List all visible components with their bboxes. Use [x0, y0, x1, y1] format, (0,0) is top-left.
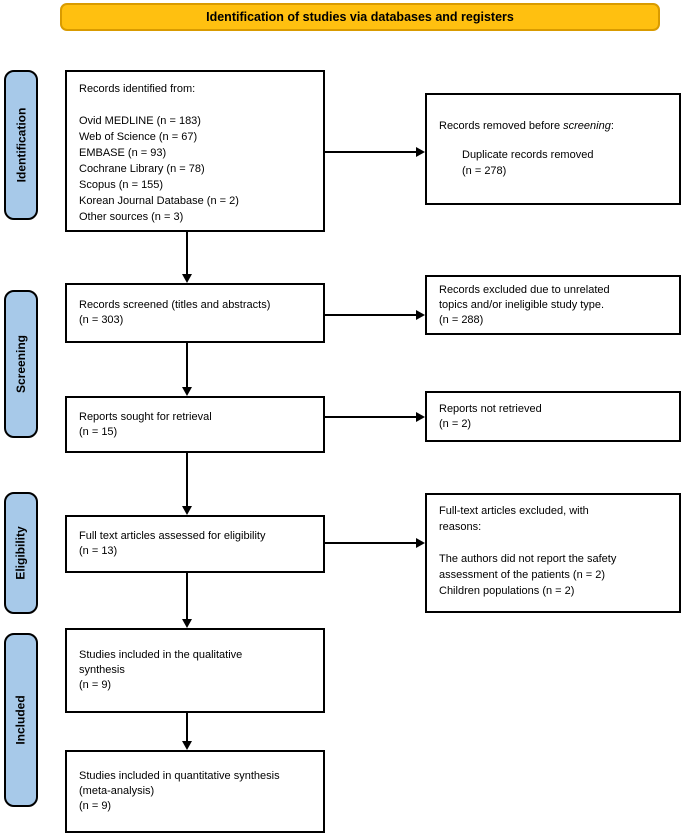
arrow-assessed-to-excluded [325, 542, 417, 544]
box-quantitative-included [65, 750, 325, 833]
box-reports-not-retrieved [425, 391, 681, 442]
text-line: The authors did not report the safety [439, 553, 617, 565]
text-line: Reports sought for retrieval [79, 410, 212, 423]
text-line: (n = 2) [439, 417, 472, 430]
box-records-screened [65, 283, 325, 343]
text-line: Records identified from: [79, 83, 196, 95]
text-line [79, 97, 317, 113]
text-line: (n = 9) [79, 679, 112, 691]
arrow-sought-to-assessed [186, 453, 188, 507]
title-prefix: Records removed before [439, 120, 564, 132]
box-reports-sought [65, 396, 325, 453]
stage-identification [4, 70, 38, 220]
arrow-identified-to-screened [186, 232, 188, 275]
text-line: reasons: [439, 521, 482, 533]
text-line: assessment of the patients (n = 2) [439, 569, 606, 581]
text-line: (n = 15) [79, 425, 118, 438]
text-line: (n = 278) [462, 165, 507, 177]
text-line: Studies included in quantitative synthesis [79, 770, 280, 782]
banner-label: Identification of studies via databases and registers [206, 10, 514, 24]
text-line: Other sources (n = 3) [79, 211, 184, 223]
text-line: Web of Science (n = 67) [79, 131, 198, 143]
arrow-head-down-icon [182, 387, 192, 396]
text-line: Korean Journal Database (n = 2) [79, 195, 239, 207]
arrow-assessed-to-qualitative [186, 573, 188, 620]
box-records-excluded-text [439, 283, 673, 328]
arrow-head-down-icon [182, 506, 192, 515]
title-italic: screening [563, 120, 611, 132]
arrow-sought-to-not-retrieved [325, 416, 417, 418]
text-line: topics and/or ineligible study type. [439, 298, 605, 311]
box-qualitative-included-text [79, 648, 317, 693]
text-line: Ovid MEDLINE (n = 183) [79, 115, 201, 127]
text-line: Children populations (n = 2) [439, 585, 575, 597]
box-records-identified [65, 70, 325, 232]
arrow-head-right-icon [416, 412, 425, 422]
box-quantitative-included-text [79, 769, 317, 814]
text-line: Scopus (n = 155) [79, 179, 164, 191]
text-line: Full-text articles excluded, with [439, 505, 589, 517]
stage-eligibility [4, 492, 38, 614]
arrow-head-down-icon [182, 274, 192, 283]
text-line: (n = 13) [79, 545, 118, 557]
text-line: Records screened (titles and abstracts) [79, 299, 271, 311]
stage-label-identification: Identification [14, 107, 29, 183]
arrow-head-right-icon [416, 310, 425, 320]
stage-screening [4, 290, 38, 438]
text-line: Reports not retrieved [439, 402, 542, 415]
text-line [439, 535, 675, 551]
text-line: (n = 303) [79, 314, 124, 326]
box-fulltext-assessed-text [79, 529, 317, 559]
text-line: Studies included in the qualitative [79, 649, 243, 661]
text-line: EMBASE (n = 93) [79, 147, 167, 159]
box-reports-not-retrieved-text [439, 402, 673, 432]
arrow-head-down-icon [182, 619, 192, 628]
arrow-screened-to-sought [186, 343, 188, 388]
arrow-screened-to-excluded [325, 314, 417, 316]
box-records-screened-text [79, 298, 317, 328]
box-qualitative-included [65, 628, 325, 713]
stage-label-eligibility: Eligibility [14, 526, 28, 580]
text-line: Full text articles assessed for eligibility [79, 530, 266, 542]
box-fulltext-assessed [65, 515, 325, 573]
arrow-head-down-icon [182, 741, 192, 750]
title-suffix: : [610, 120, 614, 132]
box-fulltext-excluded-text [439, 503, 675, 599]
text-line: (meta-analysis) [79, 785, 155, 797]
text-line: Cochrane Library (n = 78) [79, 163, 205, 175]
text-line: Duplicate records removed [462, 149, 594, 161]
arrow-identified-to-removed [325, 151, 417, 153]
text-line: Records excluded due to unrelated [439, 283, 610, 296]
arrow-qualitative-to-quantitative [186, 713, 188, 742]
stage-included [4, 633, 38, 807]
box-records-removed-text [439, 147, 673, 179]
box-fulltext-excluded [425, 493, 681, 613]
box-records-identified-text [79, 81, 317, 225]
arrow-head-right-icon [416, 538, 425, 548]
text-line: (n = 288) [439, 313, 484, 326]
text-line: (n = 9) [79, 800, 112, 812]
stage-label-screening: Screening [14, 334, 28, 394]
box-records-removed-title [439, 119, 673, 134]
stage-label-included: Included [14, 695, 28, 745]
box-reports-sought-text [79, 410, 317, 440]
text-line: synthesis [79, 664, 125, 676]
arrow-head-right-icon [416, 147, 425, 157]
box-records-excluded [425, 275, 681, 335]
banner [60, 3, 660, 31]
box-records-removed [425, 93, 681, 205]
